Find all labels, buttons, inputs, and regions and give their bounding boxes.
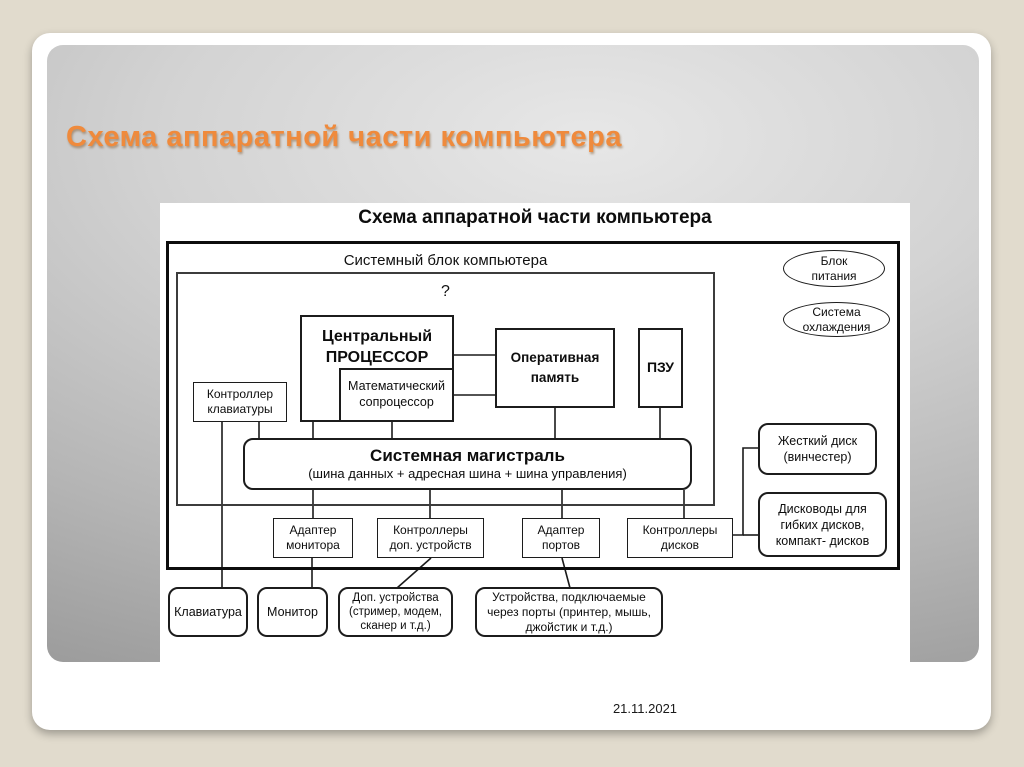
rom-box [638,328,683,408]
hard-disk-box [758,423,877,475]
system-unit-label: Системный блок компьютера [343,252,548,269]
keyboard-box [168,587,248,637]
rom-label-line: ПЗУ [646,359,674,376]
keyboard-controller-label-line: клавиатуры [207,402,273,416]
hard-disk-label-line: (винчестер) [783,450,852,464]
port-devices-label-line: через порты (принтер, мышь, [487,604,651,619]
power-supply-label-line: Блок [820,253,848,268]
monitor-box [257,587,328,637]
keyboard-controller-label-line: Контроллер [206,387,274,401]
cpu-label-line: Центральный [321,328,433,345]
math-coprocessor-box [339,368,454,422]
port-devices-label-line: Устройства, подключаемые [492,589,646,604]
keyboard-label-line: Клавиатура [174,605,242,619]
ram-box [495,328,615,408]
bus-subtitle: (шина данных + адресная шина + шина управления) [308,466,627,481]
floppy-drives-label-line: Дисководы для [778,501,867,516]
port-adapter-box [522,518,600,558]
keyboard-controller-box [193,382,287,422]
coprocessor-label-line: сопроцессор [359,395,434,409]
hardware-diagram [160,203,910,664]
disk-controllers-label-line: дисков [660,538,700,552]
aux-controllers-label-line: доп. устройств [389,538,472,552]
power-supply-ellipse [783,250,885,287]
slide-date: 21.11.2021 [612,701,678,716]
system-bus-box [243,438,692,490]
aux-devices-label-line: Доп. устройства [352,592,439,604]
slide [32,33,991,730]
cooling-system-ellipse [783,302,890,337]
port-adapter-label-line: Адаптер [537,523,585,537]
diagram-title: Схема аппаратной части компьютера [358,207,712,228]
disk-controllers-box [627,518,733,558]
monitor-adapter-label-line: Адаптер [289,523,337,537]
floppy-drives-label-line: компакт- дисков [775,533,870,548]
port-adapter-label-line: портов [542,538,580,552]
aux-devices-label-line: (стример, модем, [348,606,442,618]
aux-devices-box [338,587,453,637]
ram-label-line: память [530,370,580,385]
port-devices-label-line: джойстик и т.д.) [525,619,613,634]
bus-title: Системная магистраль [370,446,565,465]
aux-controllers-label-line: Контроллеры [393,523,468,537]
disk-controllers-label-line: Контроллеры [642,523,718,537]
monitor-adapter-box [273,518,353,558]
cooling-system-label-line: Система [812,304,861,319]
port-devices-box [475,587,663,637]
power-supply-label-line: питания [811,268,857,283]
question-mark-label: ? [441,283,450,300]
floppy-drives-label-line: гибких дисков, [780,517,865,532]
floppy-drives-box [758,492,887,557]
hard-disk-label-line: Жесткий диск [777,434,858,448]
slide-title: Схема аппаратной части компьютера [66,121,622,153]
aux-controllers-box [377,518,484,558]
monitor-label-line: Монитор [267,605,318,619]
cooling-system-label-line: охлаждения [802,319,871,334]
aux-devices-label-line: сканер и т.д.) [360,620,431,632]
ram-label-line: Оперативная [510,350,600,366]
cpu-label-line: ПРОЦЕССОР [325,349,429,367]
coprocessor-label-line: Математический [348,379,445,394]
monitor-adapter-label-line: монитора [286,538,340,552]
